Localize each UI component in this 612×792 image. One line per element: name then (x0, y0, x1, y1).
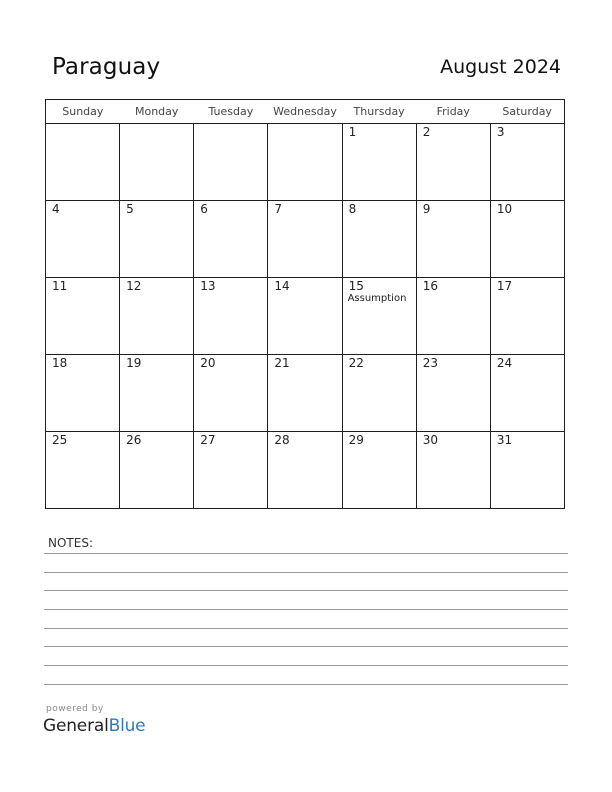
weekday-tuesday: Tuesday (194, 100, 268, 124)
weekday-wednesday: Wednesday (268, 100, 342, 124)
calendar-day-cell (120, 201, 194, 278)
calendar-day-cell (490, 278, 564, 355)
calendar-day-cell (120, 278, 194, 355)
calendar-day-cell (120, 432, 194, 509)
day-number: 20 (200, 356, 216, 370)
day-number: 21 (274, 356, 290, 370)
calendar-day-cell (268, 432, 342, 509)
weekday-thursday: Thursday (342, 100, 416, 124)
day-number: 13 (200, 279, 216, 293)
notes-line (44, 646, 568, 647)
calendar-day-cell (194, 201, 268, 278)
weekday-sunday: Sunday (46, 100, 120, 124)
day-number: 11 (52, 279, 68, 293)
day-number: 1 (348, 125, 357, 139)
calendar-day-cell (416, 124, 490, 201)
calendar-day-cell (490, 355, 564, 432)
calendar-grid (45, 99, 565, 509)
month-year-title: August 2024 (440, 56, 561, 78)
notes-line (44, 609, 568, 610)
day-number: 14 (274, 279, 290, 293)
calendar-empty-cell (268, 124, 342, 201)
calendar-day-cell (342, 201, 416, 278)
notes-line (44, 590, 568, 591)
day-number: 2 (422, 125, 431, 139)
day-number: 26 (126, 433, 142, 447)
logo-blue-text: Blue (108, 716, 146, 736)
calendar-empty-cell (46, 124, 120, 201)
country-title: Paraguay (52, 54, 161, 80)
day-number: 8 (348, 202, 357, 216)
day-number: 30 (422, 433, 438, 447)
day-number: 4 (52, 202, 60, 216)
day-number: 24 (496, 356, 513, 370)
day-number: 28 (274, 433, 290, 447)
notes-line (44, 684, 568, 685)
notes-label: NOTES: (48, 536, 93, 550)
notes-line (44, 553, 568, 554)
calendar-day-cell (46, 201, 120, 278)
calendar-day-cell (194, 278, 268, 355)
calendar-week-row (46, 432, 565, 509)
day-number: 10 (496, 202, 513, 216)
notes-line (44, 665, 568, 666)
powered-by-label: powered by (46, 704, 104, 714)
calendar-day-cell (46, 355, 120, 432)
calendar-day-cell (194, 355, 268, 432)
notes-line (44, 572, 568, 573)
weekday-header-row (46, 100, 565, 124)
calendar-week-row (46, 278, 565, 355)
calendar-day-cell (268, 355, 342, 432)
day-number: 7 (274, 202, 283, 216)
calendar-day-cell (342, 124, 416, 201)
day-number: 27 (200, 433, 216, 447)
calendar-week-row (46, 201, 565, 278)
day-number: 18 (52, 356, 68, 370)
day-number: 22 (348, 356, 364, 370)
weekday-friday: Friday (416, 100, 490, 124)
calendar-day-cell (490, 201, 564, 278)
weekday-monday: Monday (120, 100, 194, 124)
calendar-day-cell (194, 432, 268, 509)
calendar-day-cell (490, 432, 564, 509)
calendar-day-cell (416, 201, 490, 278)
day-number: 12 (126, 279, 142, 293)
calendar-empty-cell (120, 124, 194, 201)
calendar-day-cell (490, 124, 564, 201)
day-number: 16 (422, 279, 438, 293)
day-number: 19 (126, 356, 142, 370)
day-number: 31 (496, 433, 513, 447)
calendar-day-cell (120, 355, 194, 432)
day-number: 9 (422, 202, 431, 216)
notes-line (44, 628, 568, 629)
calendar-day-cell (342, 355, 416, 432)
day-number: 5 (126, 202, 134, 216)
day-number: 15 (348, 279, 364, 293)
calendar-week-row (46, 124, 565, 201)
day-number: 17 (496, 279, 513, 293)
day-number: 3 (496, 125, 505, 139)
day-number: 25 (52, 433, 68, 447)
calendar-empty-cell (194, 124, 268, 201)
calendar-week-row (46, 355, 565, 432)
calendar-day-cell (268, 201, 342, 278)
day-number: 23 (422, 356, 438, 370)
calendar-day-cell (416, 432, 490, 509)
calendar-day-cell (416, 355, 490, 432)
calendar-day-cell (268, 278, 342, 355)
calendar-day-cell (46, 432, 120, 509)
calendar-day-cell (342, 278, 416, 355)
calendar-day-cell (342, 432, 416, 509)
calendar-day-cell (416, 278, 490, 355)
calendar-day-cell (46, 278, 120, 355)
day-number: 29 (348, 433, 364, 447)
day-number: 6 (200, 202, 208, 216)
weekday-saturday: Saturday (490, 100, 564, 124)
logo-general-text: General (43, 716, 109, 736)
holiday-label: Assumption (347, 293, 407, 304)
generalblue-logo (43, 716, 145, 736)
calendar-body (46, 124, 565, 509)
